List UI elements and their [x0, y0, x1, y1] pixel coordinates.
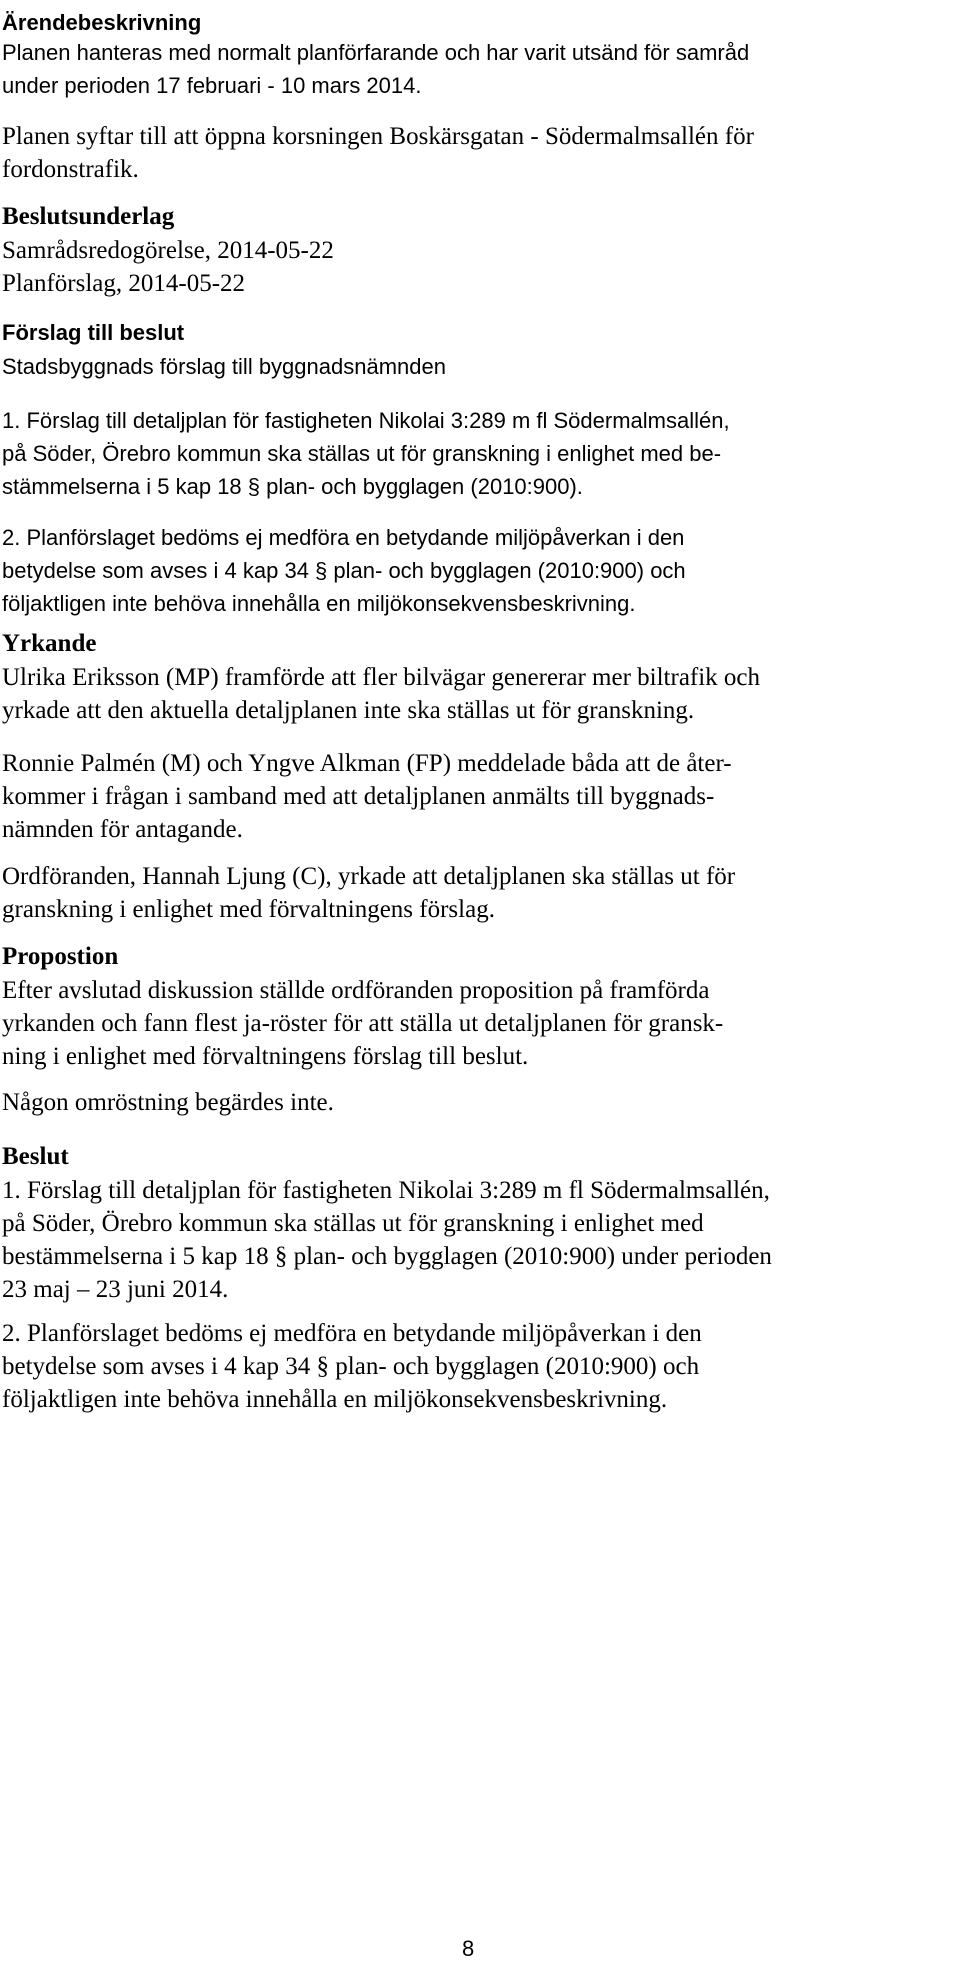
beslut-paragraph-1: 1. Förslag till detaljplan för fastigheten Nikolai 3:289 m fl Södermalmsallén, på Söder, Örebro kommun ska ställas ut för granskning i enlighet med bestämmelserna i 5 kap 18 § plan- och bygglagen (2010:900) under perioden 23 maj – 23 juni 2014.	[2, 1177, 772, 1303]
heading-beslut: Beslut	[2, 1143, 69, 1170]
forslag-paragraph-1: 1. Förslag till detaljplan för fastigheten Nikolai 3:289 m fl Södermalmsallén, på Söder, Örebro kommun ska ställas ut för granskning i enlighet med be- stämmelserna i 5 kap 18 § plan- och bygglagen (2010:900).	[2, 408, 730, 499]
heading-arendebeskrivning: Ärendebeskrivning	[2, 10, 202, 35]
heading-yrkande: Yrkande	[2, 630, 97, 657]
arendebeskrivning-paragraph-1: Planen hanteras med normalt planförfarande och har varit utsänd för samråd under perioden 17 februari - 10 mars 2014.	[2, 40, 750, 98]
page-number: 8	[462, 1936, 475, 1961]
forslag-paragraph-2: 2. Planförslaget bedöms ej medföra en betydande miljöpåverkan i den betydelse som avses i 4 kap 34 § plan- och bygglagen (2010:900) och följaktligen inte behöva innehålla en miljökonsekvensbeskrivning.	[2, 525, 686, 616]
yrkande-paragraph-1: Ulrika Eriksson (MP) framförde att fler bilvägar genererar mer biltrafik och yrkade att den aktuella detaljplanen inte ska ställas ut för granskning.	[2, 664, 761, 724]
heading-propostion: Propostion	[2, 943, 119, 970]
forslag-subheading: Stadsbyggnads förslag till byggnadsnämnden	[2, 354, 446, 379]
heading-beslutsunderlag: Beslutsunderlag	[2, 203, 175, 230]
propostion-paragraph-2: Någon omröstning begärdes inte.	[2, 1089, 334, 1116]
beslutsunderlag-list: Samrådsredogörelse, 2014-05-22 Planförslag, 2014-05-22	[2, 237, 334, 297]
arendebeskrivning-paragraph-2: Planen syftar till att öppna korsningen Boskärsgatan - Södermalmsallén för fordonstrafik.	[2, 123, 754, 183]
yrkande-paragraph-2: Ronnie Palmén (M) och Yngve Alkman (FP) meddelade båda att de åter- kommer i frågan i samband med att detaljplanen anmälts till byggnads- nämnden för antagande.	[2, 750, 732, 843]
propostion-paragraph-1: Efter avslutad diskussion ställde ordföranden proposition på framförda yrkanden och fann flest ja-röster för att ställa ut detaljplanen för gransk- ning i enlighet med förvaltningens förslag till beslut.	[2, 977, 724, 1070]
yrkande-paragraph-3: Ordföranden, Hannah Ljung (C), yrkade att detaljplanen ska ställas ut för granskning i enlighet med förvaltningens förslag.	[2, 863, 736, 923]
heading-forslag-till-beslut: Förslag till beslut	[2, 320, 185, 345]
beslut-paragraph-2: 2. Planförslaget bedöms ej medföra en betydande miljöpåverkan i den betydelse som avses i 4 kap 34 § plan- och bygglagen (2010:900) och följaktligen inte behöva innehålla en miljökonsekvensbeskrivning.	[2, 1320, 702, 1413]
